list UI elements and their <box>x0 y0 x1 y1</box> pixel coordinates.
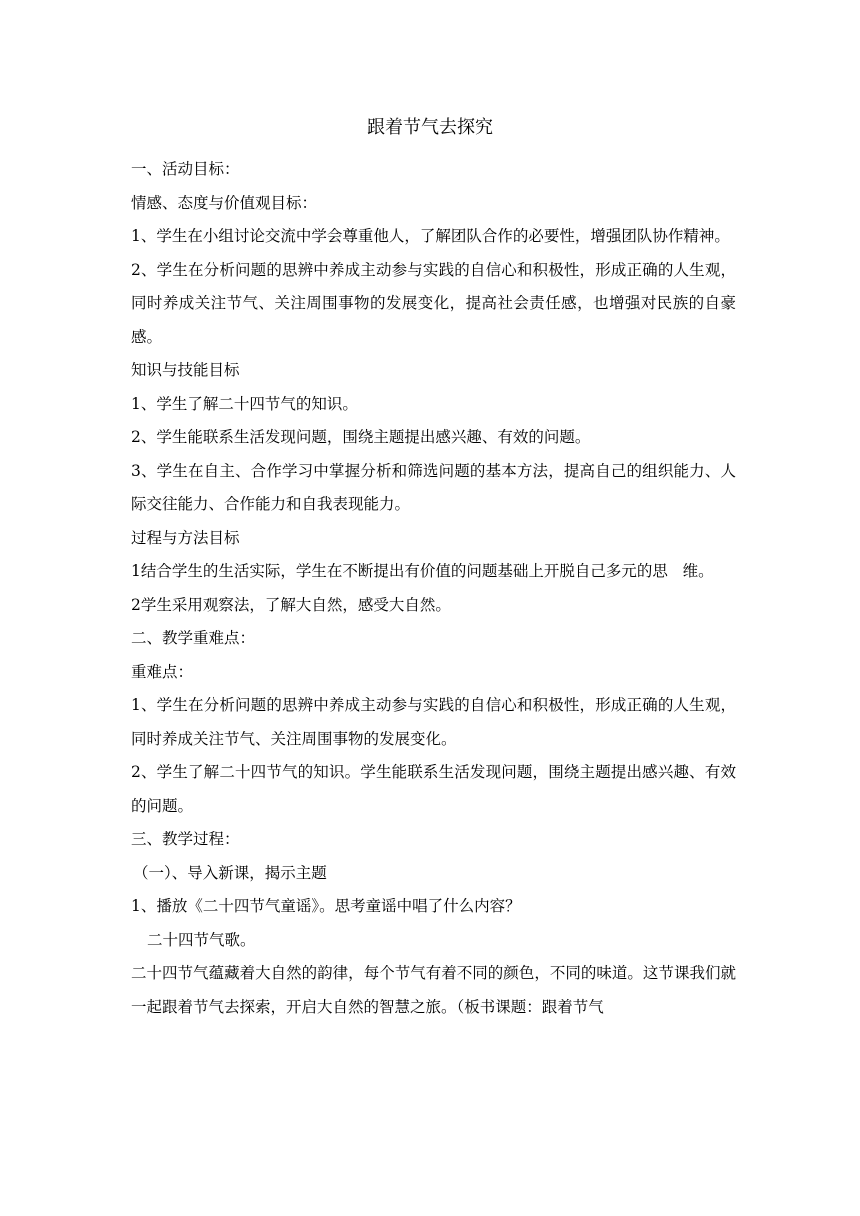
subheading-process-goals: 过程与方法目标 <box>131 528 240 547</box>
subheading-knowledge-goals: 知识与技能目标 <box>131 361 240 379</box>
subheading-key-points: 重难点： <box>131 662 194 681</box>
paragraph-key-point-2: 2、学生了解二十四节气的知识。学生能联系生活发现问题，围绕主题提出感兴趣、有效的问题。 <box>131 763 736 815</box>
section-heading-process: 三、教学过程： <box>131 830 240 848</box>
paragraph-emotion-goal-2: 2、学生在分析问题的思辨中养成主动参与实践的自信心和积极性，形成正确的人生观，同时养成关注节气、关注周围事物的发展变化，提高社会责任感，也增强对民族的自豪感。 <box>131 260 736 346</box>
document-body <box>131 153 736 1024</box>
paragraph-process-goal-2: 2学生采用观察法，了解大自然，感受大自然。 <box>131 595 451 614</box>
section-heading-key-points: 二、教学重难点： <box>131 629 256 647</box>
subheading-emotion-goals: 情感、态度与价值观目标： <box>131 193 318 212</box>
paragraph-song-title: 二十四节气歌。 <box>147 930 256 949</box>
paragraph-knowledge-goal-3: 3、学生在自主、合作学习中掌握分析和筛选问题的基本方法，提高自己的组织能力、人际交往能力、合作能力和自我表现能力。 <box>131 461 736 513</box>
paragraph-knowledge-goal-2: 2、学生能联系生活发现问题，围绕主题提出感兴趣、有效的问题。 <box>131 428 591 446</box>
paragraph-solar-terms-intro: 二十四节气蕴藏着大自然的韵律，每个节气有着不同的颜色，不同的味道。这节课我们就一起跟着节气去探索，开启大自然的智慧之旅。（板书课题：跟着节气 <box>131 964 736 1016</box>
paragraph-knowledge-goal-1: 1、学生了解二十四节气的知识。 <box>131 394 358 413</box>
paragraph-play-song: 1、播放《二十四节气童谣》。思考童谣中唱了什么内容？ <box>131 897 521 915</box>
document-title: 跟着节气去探究 <box>367 117 493 138</box>
paragraph-emotion-goal-1: 1、学生在小组讨论交流中学会尊重他人，了解团队合作的必要性，增强团队协作精神。 <box>131 227 730 245</box>
subheading-introduction: （一）、导入新课，揭示主题 <box>133 863 327 882</box>
paragraph-process-goal-1: 1结合学生的生活实际，学生在不断提出有价值的问题基础上开脱自己多元的思 维。 <box>131 562 714 580</box>
section-heading-objectives: 一、活动目标： <box>131 160 240 178</box>
paragraph-key-point-1: 1、学生在分析问题的思辨中养成主动参与实践的自信心和积极性，形成正确的人生观，同时养成关注节气、关注周围事物的发展变化。 <box>131 696 736 748</box>
